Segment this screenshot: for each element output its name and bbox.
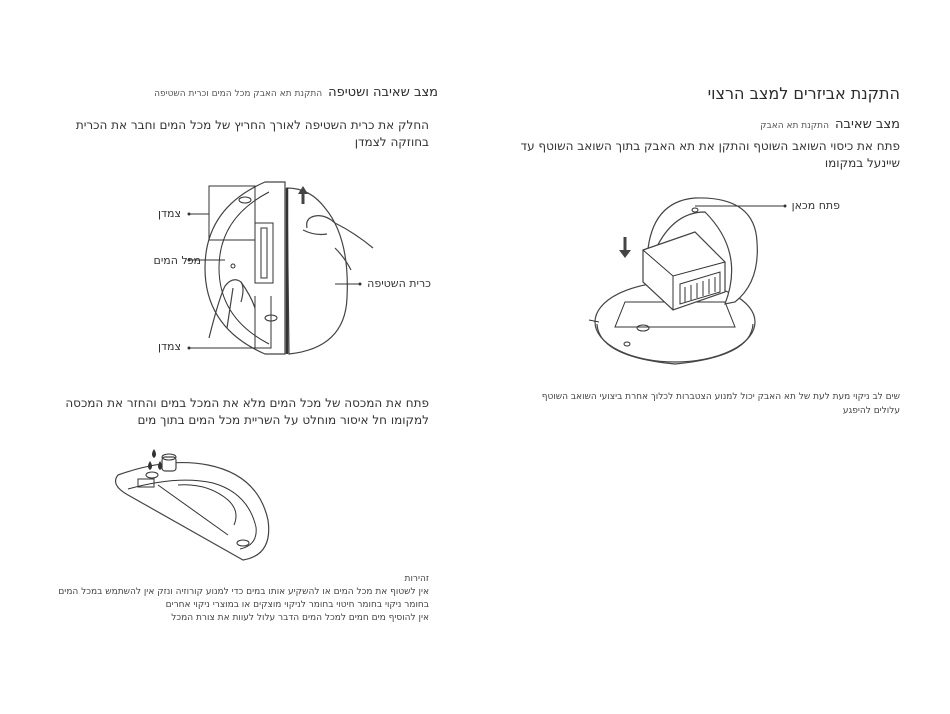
- callout-water-tank: מכל המים: [153, 254, 201, 267]
- dustbin-instruction: פתח את כיסוי השואב השוטף והתקן את תא האבק בתוך השואב השוטף עד שיינעל במקומו: [520, 139, 900, 170]
- fill-tank-instruction: פתח את המכסה של מכל המים מלא את המכל במים והחזר את המכסה למקומו חל איסור מוחלט על השריית מכל המים בתוך מים: [65, 396, 429, 427]
- section-title: מצב שאיבה: [834, 117, 900, 132]
- callout-open-here: פתח מכאן: [791, 199, 840, 212]
- callout-fastener-bottom: צמדן: [158, 340, 181, 353]
- section-heading-suction-mop: [154, 85, 438, 100]
- warning-line: בחומר ניקוי בחומר חיטוי בחומר לניקוי מוצקים או במוצרי ניקוי אחרים: [165, 600, 429, 610]
- warning-line: אין להוסיף מים חמים למכל המים הדבר עלול לעוות את צורת המכל: [171, 613, 429, 623]
- section-title: מצב שאיבה ושטיפה: [328, 85, 438, 100]
- section-subtitle: התקנת תא האבק מכל המים וכרית השטיפה: [154, 89, 323, 99]
- robot-open-lid-illustration: [585, 192, 775, 372]
- section-heading-suction: [760, 117, 900, 132]
- mop-instruction: החלק את כרית השטיפה לאורך החריץ של מכל המים וחבר את הכרית בחוזקה לצמדן: [75, 118, 429, 149]
- callout-fastener-top: צמדן: [158, 207, 181, 220]
- dustbin-note: שים לב ניקוי מעת לעת של תא האבק יכול למנוע הצטברות לכלוך אחרת ביצועי השואב השוטף עלולים להיפגע: [541, 392, 900, 416]
- water-tank-fill-illustration: [108, 445, 278, 565]
- warning-title: זהירות: [404, 574, 429, 584]
- section-subtitle: התקנת תא האבק: [760, 121, 829, 131]
- water-tank-mop-illustration: [185, 178, 385, 358]
- callout-mop-pad: כרית השטיפה: [367, 277, 431, 290]
- page-title: התקנת אביזרים למצב הרצוי: [707, 84, 900, 103]
- warning-line: אין לשטוף את מכל המים או להשקיע אותו במים כדי למנוע קורוזיה ונזק אין להשתמש במכל המים: [58, 587, 429, 597]
